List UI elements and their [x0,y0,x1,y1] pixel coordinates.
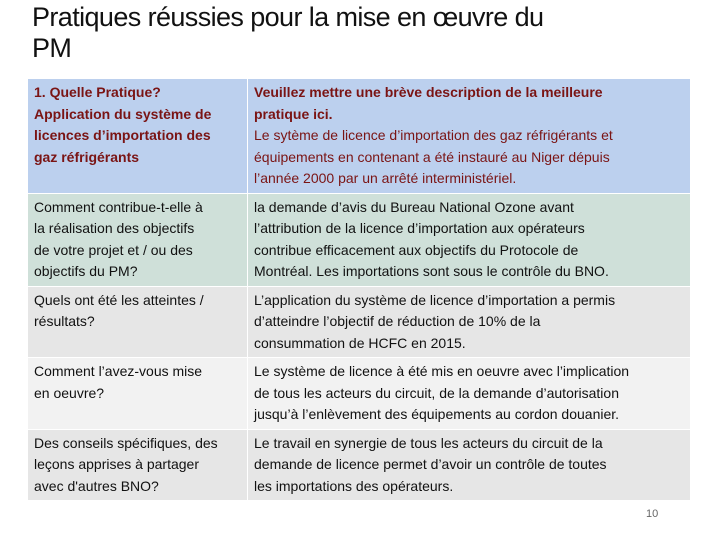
question-line: objectifs du PM? [34,263,138,279]
answer-cell [248,193,691,286]
question-cell [28,429,248,501]
answer-line: contribue efficacement aux objectifs du Protocole de [254,241,579,258]
answer-line: consummation de HCFC en 2015. [254,334,466,351]
table-row [28,429,691,501]
question-line: en oeuvre? [34,384,105,401]
question-cell [28,286,248,358]
slide-title-line: PM [32,33,72,63]
answer-line: l’attribution de la licence d’importation aux opérateurs [254,220,585,236]
table-row [28,358,691,430]
answer-line: l’année 2000 par un arrêté interministériel. [254,170,517,186]
question-line: gaz réfrigérants [34,148,140,165]
question-line: Comment l’avez-vous mise [34,363,203,379]
answer-line: Le travail en synergie de tous les acteurs du circuit de la [254,434,603,451]
answer-line: la demande d’avis du Bureau National Ozone avant [254,198,574,215]
question-line: 1. Quelle Pratique? [34,84,161,100]
answer-cell [248,79,691,194]
question-line: résultats? [34,313,95,329]
answer-line: d’atteindre l’objectif de réduction de 10% de la [254,313,541,329]
question-cell [28,358,248,430]
answer-line: Le sytème de licence d’importation des gaz réfrigérants et [254,127,613,143]
question-line: de votre projet et / ou des [34,241,193,258]
answer-cell [248,429,691,501]
question-line: Application du système de [34,105,212,122]
answer-cell [248,286,691,358]
question-cell [28,79,248,194]
slide-title-line: Pratiques réussies pour la mise en œuvre du [32,2,544,32]
description-prompt: Veuillez mettre une brève description de la meilleure [254,84,603,100]
page-number: 10 [646,508,659,520]
answer-cell [248,358,691,430]
description-prompt: pratique ici. [254,105,333,122]
table-row [28,79,691,194]
table-row [28,193,691,286]
answer-line: équipements en contenant a été instauré au Niger dépuis [254,148,610,165]
question-line: la réalisation des objectifs [34,220,195,236]
answer-line: L’application du système de licence d’importation a permis [254,291,616,308]
answer-line: de tous les acteurs du circuit, de la demande d’autorisation [254,384,619,401]
answer-line: Le système de licence à été mis en oeuvre avec l’implication [254,363,630,379]
answer-line: les importations des opérateurs. [254,477,454,494]
question-line: avec d'autres BNO? [34,477,159,494]
answer-line: demande de licence permet d’avoir un contrôle de toutes [254,456,607,472]
answer-line: Montréal. Les importations sont sous le contrôle du BNO. [254,263,609,279]
best-practice-table [27,78,691,501]
question-line: Des conseils spécifiques, des [34,434,218,451]
slide-title [32,2,672,64]
question-cell [28,193,248,286]
answer-line: jusqu’à l’enlèvement des équipements au cordon douanier. [254,406,620,422]
question-line: leçons apprises à partager [34,456,199,472]
table-row [28,286,691,358]
question-line: Comment contribue-t-elle à [34,198,203,215]
question-line: licences d’importation des [34,127,211,143]
question-line: Quels ont été les atteintes / [34,291,204,308]
